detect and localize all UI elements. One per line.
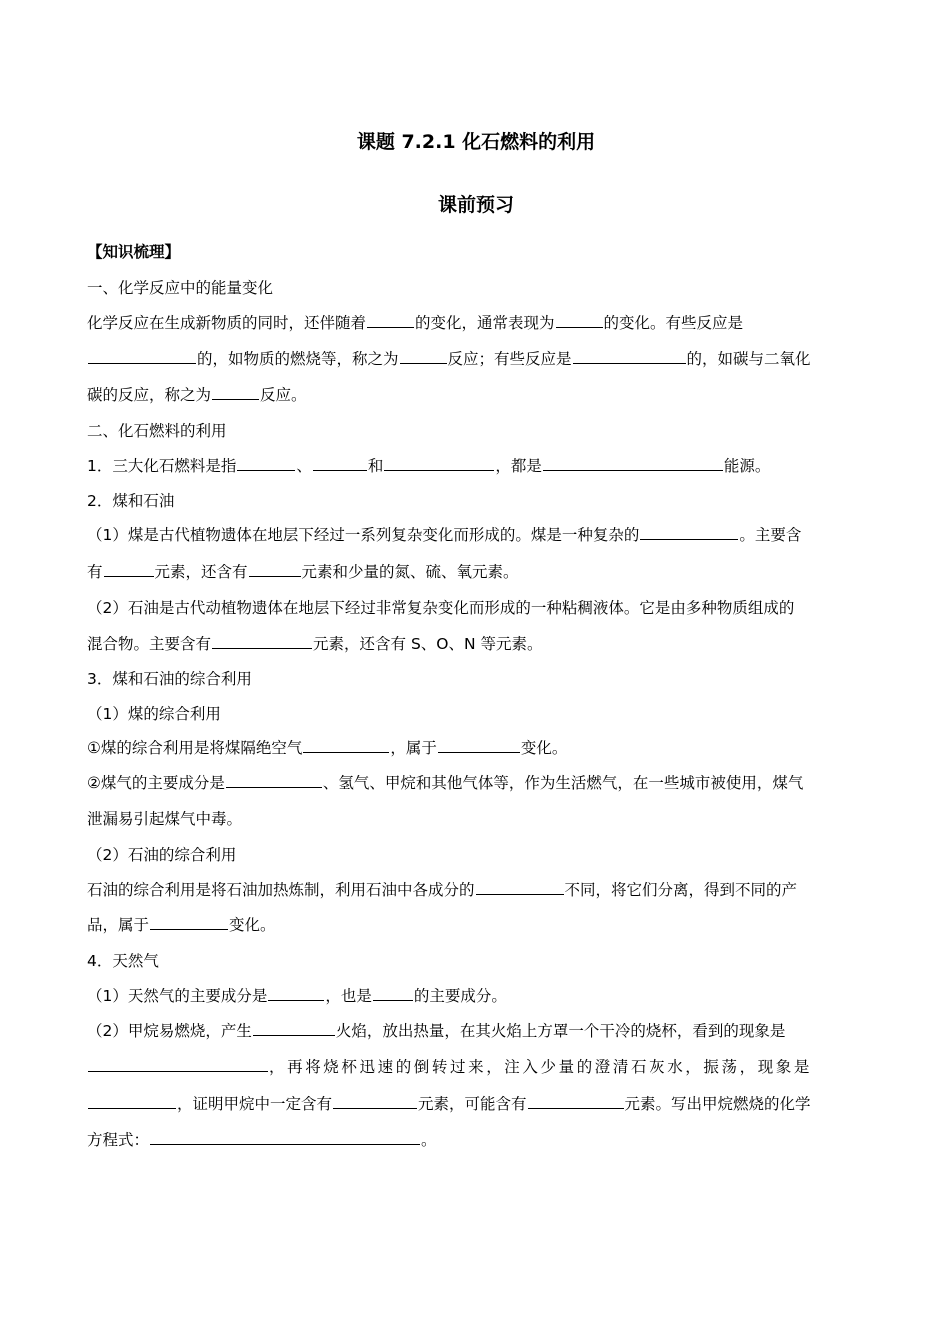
paragraph-line: 混合物。主要含有 元素，还含有 S、O、N 等元素。: [87, 635, 543, 653]
fill-blank[interactable]: [367, 312, 414, 328]
fill-blank[interactable]: [88, 1093, 176, 1109]
paragraph-line: 的，如物质的燃烧等，称之为 反应；有些反应是 的，如碳与二氧化: [87, 348, 865, 370]
fill-blank[interactable]: [212, 633, 312, 649]
fill-blank[interactable]: [400, 348, 447, 364]
paragraph-line: ，再将烧杯迅速的倒转过来，注入少量的澄清石灰水，振荡，现象是: [87, 1056, 865, 1078]
fill-blank[interactable]: [640, 524, 738, 540]
heading-fossil-fuels: 二、化石燃料的利用: [87, 422, 227, 440]
paragraph-line: 方程式： 。: [87, 1131, 437, 1149]
fill-blank[interactable]: [226, 772, 322, 788]
fill-blank[interactable]: [438, 737, 520, 753]
fill-blank[interactable]: [333, 1093, 417, 1109]
fill-blank[interactable]: [313, 455, 367, 471]
paragraph-line: 泄漏易引起煤气中毒。: [87, 810, 243, 828]
paragraph-line: ②煤气的主要成分是 、氢气、甲烷和其他气体等，作为生活燃气，在一些城市被使用，煤气: [87, 774, 804, 792]
paragraph-line: （1）天然气的主要成分是 ，也是 的主要成分。: [87, 987, 507, 1005]
fill-blank[interactable]: [104, 561, 154, 577]
paragraph-line: 品，属于 变化。: [87, 916, 276, 934]
fill-blank[interactable]: [249, 561, 301, 577]
paragraph-line: 有 元素，还含有 元素和少量的氮、硫、氧元素。: [87, 563, 519, 581]
fill-blank[interactable]: [528, 1093, 624, 1109]
fill-blank[interactable]: [476, 879, 564, 895]
paragraph-line: （2）石油是古代动植物遗体在地层下经过非常复杂变化而形成的一种粘稠液体。它是由多种物质组成的: [87, 599, 795, 617]
fill-blank[interactable]: [88, 1056, 268, 1072]
question-heading: 2．煤和石油: [87, 492, 175, 510]
question-heading: 3．煤和石油的综合利用: [87, 670, 252, 688]
fill-blank[interactable]: [237, 455, 295, 471]
fill-blank[interactable]: [253, 1020, 335, 1036]
paragraph-line: 化学反应在生成新物质的同时，还伴随着 的变化，通常表现为 的变化。有些反应是: [87, 314, 744, 332]
document-subtitle: 课前预习: [437, 194, 514, 216]
paragraph-line: （1）煤是古代植物遗体在地层下经过一系列复杂变化而形成的。煤是一种复杂的 。主要含: [87, 526, 802, 544]
fill-blank[interactable]: [150, 914, 228, 930]
paragraph-line: ①煤的综合利用是将煤隔绝空气 ，属于 变化。: [87, 739, 568, 757]
fill-blank[interactable]: [268, 985, 324, 1001]
fill-blank[interactable]: [303, 737, 389, 753]
fill-blank[interactable]: [556, 312, 603, 328]
fill-blank[interactable]: [212, 384, 259, 400]
fill-blank[interactable]: [384, 455, 494, 471]
fill-blank[interactable]: [150, 1129, 420, 1145]
question-line: 1．三大化石燃料是指 、 和 ，都是 能源。: [87, 457, 771, 475]
sub-heading: （1）煤的综合利用: [87, 705, 221, 723]
document-title: 课题 7.2.1 化石燃料的利用: [356, 131, 596, 153]
fill-blank[interactable]: [573, 348, 686, 364]
fill-blank[interactable]: [543, 455, 723, 471]
paragraph-line: ，证明甲烷中一定含有 元素，可能含有 元素。写出甲烷燃烧的化学: [87, 1093, 865, 1115]
fill-blank[interactable]: [373, 985, 413, 1001]
heading-energy-change: 一、化学反应中的能量变化: [87, 279, 274, 297]
fill-blank[interactable]: [88, 348, 196, 364]
sub-heading: （2）石油的综合利用: [87, 846, 237, 864]
paragraph-line: 碳的反应，称之为 反应。: [87, 386, 307, 404]
section-label: 【知识梳理】: [87, 243, 181, 261]
paragraph-line: （2）甲烷易燃烧，产生 火焰，放出热量，在其火焰上方罩一个干冷的烧杯，看到的现象是: [87, 1022, 786, 1040]
paragraph-line: 石油的综合利用是将石油加热炼制，利用石油中各成分的 不同，将它们分离，得到不同的产: [87, 881, 798, 899]
question-heading: 4．天然气: [87, 952, 159, 970]
